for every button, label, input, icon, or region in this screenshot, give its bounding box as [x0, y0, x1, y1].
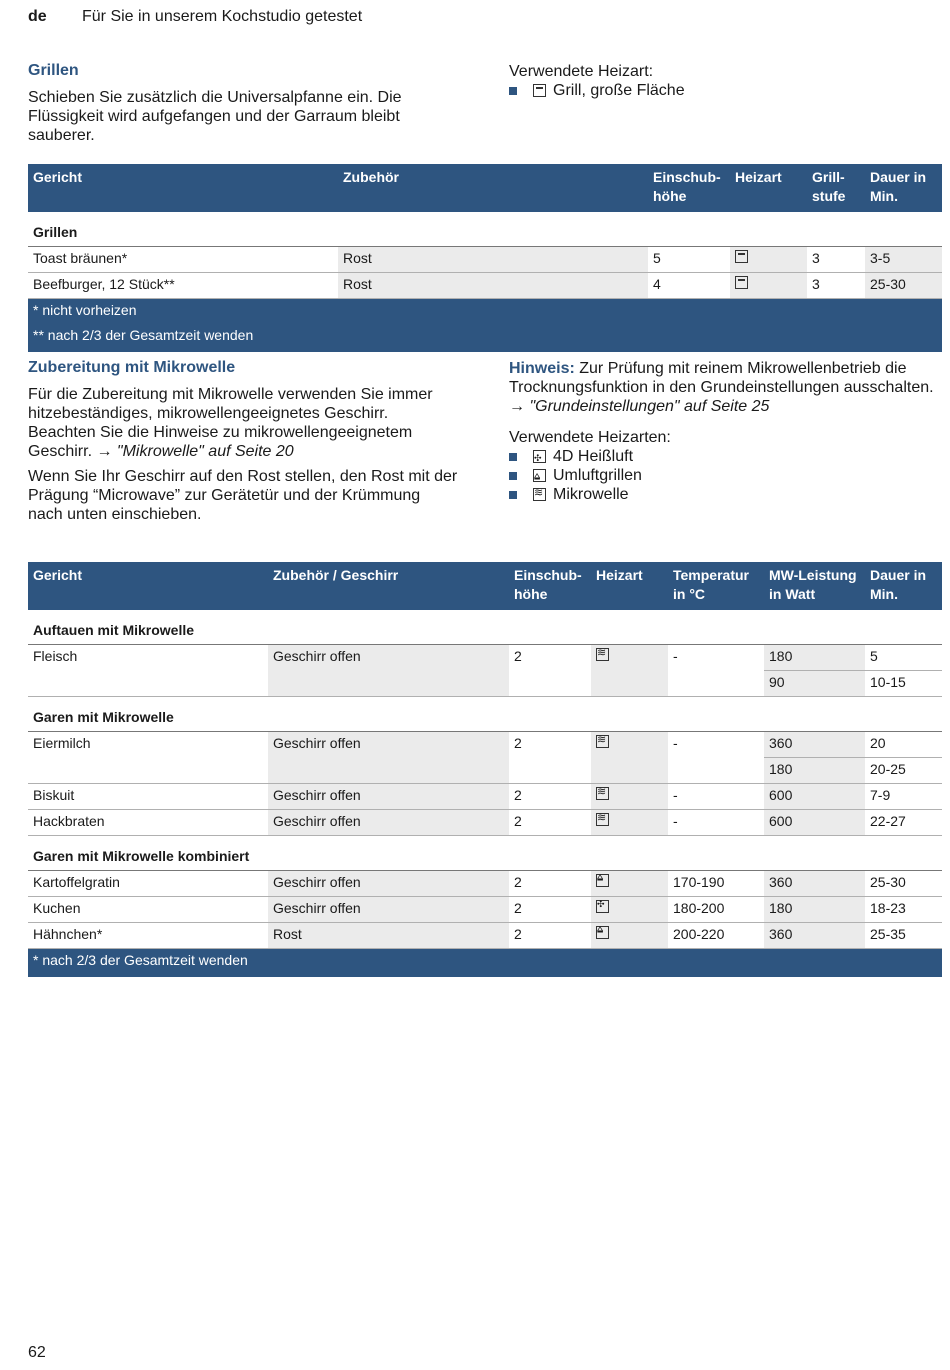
cell-temperature: - [668, 810, 764, 836]
section-title-mikrowelle: Zubereitung mit Mikrowelle [28, 359, 236, 376]
cell-dish: Fleisch [28, 645, 268, 697]
table-group-row [28, 697, 942, 732]
paragraph-text: Für die Zubereitung mit Mikrowelle verwenden Sie immer hitzebeständiges, mikrowellengeeignetes Geschirr. Beachten Sie die Hinweise zu mikrowellengeeignetem Geschirr. [28, 386, 433, 460]
table-row [28, 247, 942, 273]
col-header: Grill- stufe [807, 164, 865, 212]
heat-item [509, 466, 944, 485]
mikrowelle-hint [509, 359, 944, 504]
cell-level: 4 [648, 273, 730, 299]
umluft-grill-icon [596, 874, 609, 887]
group-title: Garen mit Mikrowelle [28, 697, 942, 732]
cell-mw-power: 600 [764, 810, 865, 836]
cross-reference-link[interactable]: "Grundeinstellungen" auf Seite 25 [529, 398, 770, 415]
footnote: * nicht vorheizen [28, 299, 942, 325]
cell-temperature: - [668, 645, 764, 697]
col-header: Gericht [28, 164, 338, 212]
col-header: Heizart [730, 164, 807, 212]
cell-accessory: Geschirr offen [268, 810, 509, 836]
cell-accessory: Rost [338, 273, 648, 299]
cell-heat [591, 784, 668, 810]
cell-accessory: Rost [338, 247, 648, 273]
cell-time: 18-23 [865, 897, 942, 923]
cell-time: 20 [865, 732, 942, 758]
cell-dish: Hähnchen* [28, 923, 268, 949]
footnote-row [28, 324, 942, 352]
cell-time: 5 [865, 645, 942, 671]
cell-heat [591, 645, 668, 697]
col-header: Zubehör [338, 164, 648, 212]
cell-heat [730, 247, 807, 273]
cell-accessory: Geschirr offen [268, 645, 509, 697]
heat-item-label: Mikrowelle [553, 486, 629, 503]
table-row [28, 273, 942, 299]
cell-dish: Biskuit [28, 784, 268, 810]
language-code: de [28, 8, 47, 25]
group-title: Garen mit Mikrowelle kombiniert [28, 836, 942, 871]
heat-item-label: Grill, große Fläche [553, 82, 685, 99]
cell-temperature: - [668, 732, 764, 784]
fan-heat-icon [596, 900, 609, 913]
mikrowelle-paragraph-1 [28, 385, 458, 461]
heat-list [509, 81, 939, 100]
arrow-icon: → [509, 398, 525, 415]
hint-text: Zur Prüfung mit reinem Mikrowellenbetrieb die Trocknungsfunktion in den Grundeinstellungen ausschalten. [509, 360, 934, 396]
cell-dish: Beefburger, 12 Stück** [28, 273, 338, 299]
cell-dish: Kartoffelgratin [28, 871, 268, 897]
col-header: Gericht [28, 562, 268, 610]
cell-level: 2 [509, 923, 591, 949]
col-header: Einschub- höhe [509, 562, 591, 610]
microwave-table [28, 562, 942, 977]
table-row [28, 871, 942, 897]
cell-level: 2 [509, 810, 591, 836]
mikrowelle-intro [28, 359, 458, 530]
cell-grill: 3 [807, 273, 865, 299]
group-title: Grillen [28, 212, 942, 247]
cell-mw-power: 180 [764, 645, 865, 671]
bullet [509, 491, 517, 499]
cell-accessory: Geschirr offen [268, 897, 509, 923]
grillen-intro [28, 62, 458, 151]
table-group-row [28, 610, 942, 645]
cell-time: 25-35 [865, 923, 942, 949]
cell-time: 3-5 [865, 247, 942, 273]
microwave-icon [596, 787, 609, 800]
heat-item-label: 4D Heißluft [553, 448, 634, 465]
arrow-icon: → [96, 443, 113, 460]
table-header-row [28, 164, 942, 212]
cell-temperature: - [668, 784, 764, 810]
cell-time: 25-30 [865, 871, 942, 897]
cell-time: 22-27 [865, 810, 942, 836]
cell-dish: Toast bräunen* [28, 247, 338, 273]
group-title: Auftauen mit Mikrowelle [28, 610, 942, 645]
cell-dish: Eiermilch [28, 732, 268, 784]
grillen-text: Schieben Sie zusätzlich die Universalpfanne ein. Die Flüssigkeit wird aufgefangen und der Garraum bleibt sauberer. [28, 89, 402, 144]
footnote: * nach 2/3 der Gesamtzeit wenden [28, 949, 942, 978]
heat-item-label: Umluftgrillen [553, 467, 642, 484]
cell-level: 2 [509, 732, 591, 784]
cell-accessory: Geschirr offen [268, 871, 509, 897]
table-header-row [28, 562, 942, 610]
bullet [509, 472, 517, 480]
cell-time: 10-15 [865, 671, 942, 697]
microwave-icon [596, 735, 609, 748]
cell-mw-power: 360 [764, 923, 865, 949]
cell-mw-power: 360 [764, 871, 865, 897]
cell-mw-power: 90 [764, 671, 865, 697]
footnote-row [28, 949, 942, 978]
table-row [28, 732, 942, 758]
cell-accessory: Geschirr offen [268, 784, 509, 810]
heat-list [509, 447, 944, 504]
footnote: ** nach 2/3 der Gesamtzeit wenden [28, 324, 942, 352]
col-header: MW-Leistung in Watt [764, 562, 865, 610]
header-title: Für Sie in unserem Kochstudio getestet [82, 8, 363, 25]
cell-mw-power: 600 [764, 784, 865, 810]
cell-heat [591, 732, 668, 784]
col-header: Dauer in Min. [865, 164, 942, 212]
bullet [509, 87, 517, 95]
heat-item [509, 447, 944, 466]
cell-level: 2 [509, 784, 591, 810]
cell-dish: Kuchen [28, 897, 268, 923]
cell-level: 2 [509, 645, 591, 697]
cell-level: 5 [648, 247, 730, 273]
microwave-icon [596, 648, 609, 661]
umluft-grill-icon [533, 469, 546, 482]
table-row [28, 810, 942, 836]
hint-label: Hinweis: [509, 360, 575, 377]
col-header: Dauer in Min. [865, 562, 942, 610]
cell-heat [591, 923, 668, 949]
page-number: 62 [28, 1344, 46, 1361]
cell-time: 20-25 [865, 758, 942, 784]
grillen-heat [509, 62, 939, 100]
cell-temperature: 180-200 [668, 897, 764, 923]
microwave-icon [533, 488, 546, 501]
heat-item [509, 485, 944, 504]
section-title-grillen: Grillen [28, 62, 79, 79]
cell-heat [730, 273, 807, 299]
table-row [28, 923, 942, 949]
cell-mw-power: 180 [764, 897, 865, 923]
cell-time: 7-9 [865, 784, 942, 810]
cell-heat [591, 810, 668, 836]
heat-label: Verwendete Heizart: [509, 63, 654, 80]
cell-mw-power: 180 [764, 758, 865, 784]
umluft-grill-icon [596, 926, 609, 939]
cell-heat [591, 897, 668, 923]
table-row [28, 897, 942, 923]
grill-icon [735, 276, 748, 289]
grill-icon [735, 250, 748, 263]
hint-paragraph [509, 359, 944, 416]
cell-temperature: 200-220 [668, 923, 764, 949]
microwave-icon [596, 813, 609, 826]
col-header: Zubehör / Geschirr [268, 562, 509, 610]
cell-time: 25-30 [865, 273, 942, 299]
table-row [28, 645, 942, 671]
cell-grill: 3 [807, 247, 865, 273]
cross-reference-link[interactable]: "Mikrowelle" auf Seite 20 [116, 443, 294, 460]
col-header: Einschub- höhe [648, 164, 730, 212]
cell-accessory: Rost [268, 923, 509, 949]
cell-accessory: Geschirr offen [268, 732, 509, 784]
cell-level: 2 [509, 897, 591, 923]
grill-table [28, 164, 942, 352]
table-group-row [28, 836, 942, 871]
page-header [28, 8, 363, 26]
table-row [28, 784, 942, 810]
cell-heat [591, 871, 668, 897]
grill-icon [533, 84, 546, 97]
footnote-row [28, 299, 942, 325]
col-header: Temperatur in °C [668, 562, 764, 610]
cell-temperature: 170-190 [668, 871, 764, 897]
heat-label: Verwendete Heizarten: [509, 429, 671, 446]
mikrowelle-paragraph-2: Wenn Sie Ihr Geschirr auf den Rost stellen, den Rost mit der Prägung “Microwave” zur Gerätetür und der Krümmung nach unten einschieben. [28, 468, 458, 523]
heat-item [509, 81, 939, 100]
cell-mw-power: 360 [764, 732, 865, 758]
fan-heat-icon [533, 450, 546, 463]
bullet [509, 453, 517, 461]
cell-level: 2 [509, 871, 591, 897]
cell-dish: Hackbraten [28, 810, 268, 836]
table-group-row [28, 212, 942, 247]
col-header: Heizart [591, 562, 668, 610]
